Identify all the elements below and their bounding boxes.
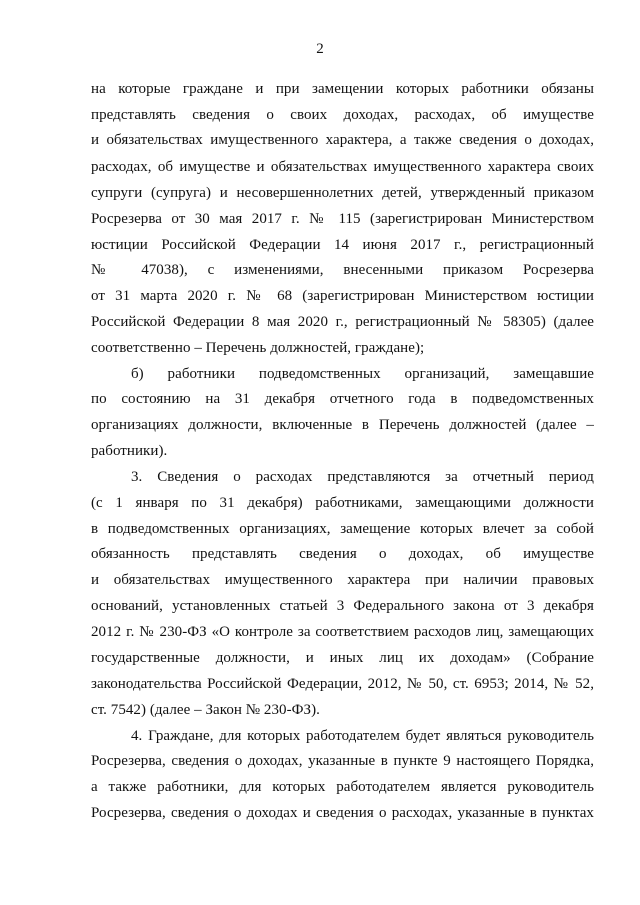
text-line: представлять сведения о своих доходах, расходах, об имуществе — [91, 107, 594, 123]
text-line: работники). — [91, 443, 168, 459]
text-line: 2012 г. № 230-ФЗ «О контроле за соответствием расходов лиц, замещающих — [91, 624, 594, 640]
text-line: супруги (супруга) и несовершеннолетних детей, утвержденный приказом — [91, 185, 594, 201]
text-line: а также работники, для которых работодателем является руководитель — [91, 779, 594, 795]
text-line: ст. 7542) (далее – Закон № 230-ФЗ). — [91, 702, 320, 718]
text-line: на которые граждане и при замещении которых работники обязаны — [91, 81, 594, 97]
text-line: организациях должности, включенные в Перечень должностей (далее – — [91, 417, 594, 433]
text-line: (с 1 января по 31 декабря) работниками, замещающими должности — [91, 495, 594, 511]
text-line: и обязательствах имущественного характера при наличии правовых — [91, 572, 594, 588]
text-line: законодательства Российской Федерации, 2012, № 50, ст. 6953; 2014, № 52, — [91, 676, 594, 692]
text-line: юстиции Российской Федерации 14 июня 2017 г., регистрационный — [91, 237, 594, 253]
text-line: б) работники подведомственных организаций, замещавшие — [131, 366, 594, 382]
text-line: Росрезерва от 30 мая 2017 г. № 115 (зарегистрирован Министерством — [91, 211, 594, 227]
text-line: № 47038), с изменениями, внесенными приказом Росрезерва — [91, 262, 594, 278]
text-line: расходах, об имуществе и обязательствах имущественного характера своих — [91, 159, 594, 175]
page-number: 2 — [316, 41, 324, 57]
text-line: 3. Сведения о расходах представляются за отчетный период — [131, 469, 594, 485]
text-line: соответственно – Перечень должностей, граждане); — [91, 340, 425, 356]
text-line: 4. Граждане, для которых работодателем будет являться руководитель — [131, 728, 594, 744]
text-line: Росрезерва, сведения о доходах и сведения о расходах, указанные в пунктах — [91, 805, 594, 821]
text-line: государственные должности, и иных лиц их доходам» (Собрание — [91, 650, 594, 666]
text-line: Росрезерва, сведения о доходах, указанные в пункте 9 настоящего Порядка, — [91, 753, 594, 769]
text-line: по состоянию на 31 декабря отчетного года в подведомственных — [91, 391, 594, 407]
text-line: оснований, установленных статьей 3 Федерального закона от 3 декабря — [91, 598, 594, 614]
text-line: обязанность представлять сведения о доходах, об имуществе — [91, 546, 594, 562]
text-line: от 31 марта 2020 г. № 68 (зарегистрирован Министерством юстиции — [91, 288, 594, 304]
text-line: в подведомственных организациях, замещение которых влечет за собой — [91, 521, 594, 537]
text-line: Российской Федерации 8 мая 2020 г., регистрационный № 58305) (далее — [91, 314, 594, 330]
text-line: и обязательствах имущественного характера, а также сведения о доходах, — [91, 132, 594, 148]
